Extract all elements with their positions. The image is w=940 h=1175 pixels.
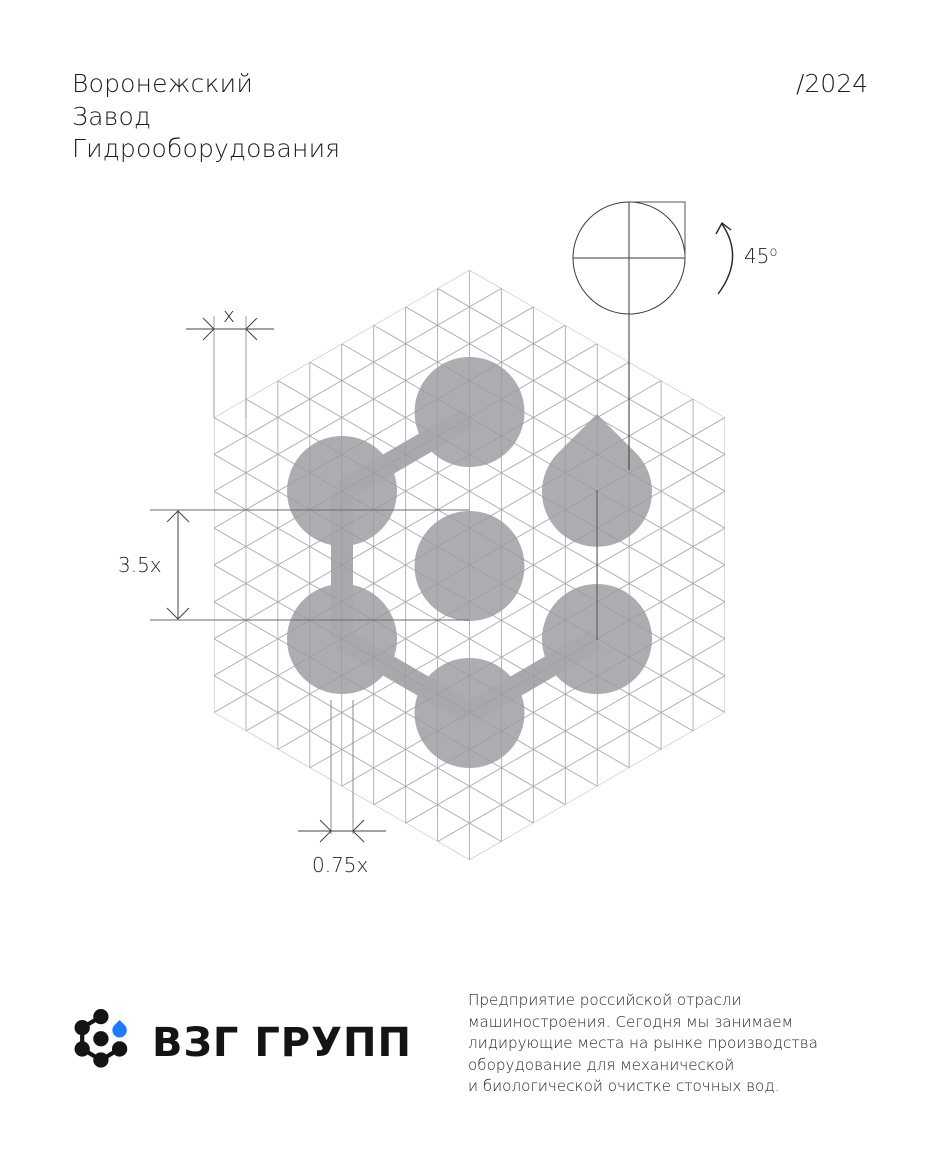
description-line: лидирующие места на рынке производства [468,1034,818,1052]
vzg-group-logo [72,1008,412,1078]
dimension-height-label: 3.5x [118,553,162,577]
rotation-angle-unit: o [769,245,778,260]
dimension-x-label: x [223,303,235,327]
logo-wordmark: ВЗГ ГРУПП [152,1020,412,1066]
company-description [468,990,888,1098]
description-line: оборудование для механической [468,1055,735,1074]
description-line: машиностроения. Сегодня мы занимаем [468,1012,794,1031]
description-line: Предприятие российской отрасли [468,991,742,1009]
company-name-line-2: Завод [72,101,152,131]
rotation-arrow-icon [718,224,733,294]
description-line: и биологической очистке сточных вод. [468,1077,780,1095]
rotation-angle-value: 45 [744,244,770,268]
year-label: /2024 [795,69,868,98]
dimension-stroke-label: 0.75x [312,853,369,877]
company-name-line-3: Гидрооборудования [72,134,341,163]
rotation-angle-label [744,244,777,268]
company-name-line-1: Воронежский [72,69,253,98]
molecule-drop-icon [72,1009,140,1077]
